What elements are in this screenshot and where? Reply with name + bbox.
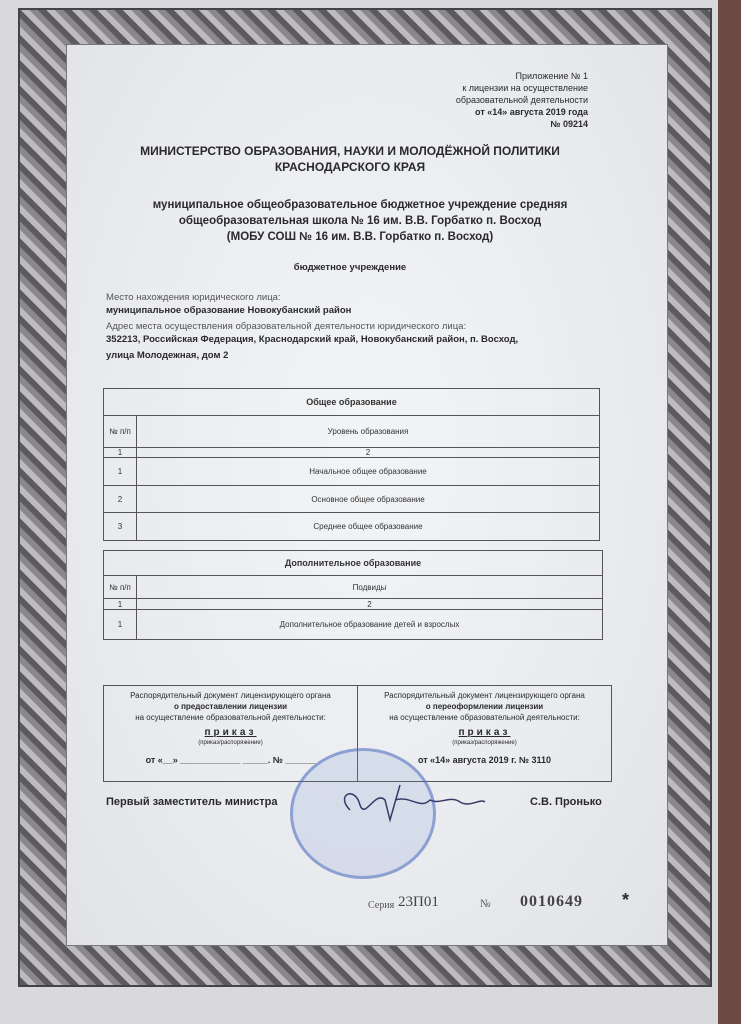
appendix-date: от «14» августа 2019 года (475, 107, 588, 117)
organization-name (100, 197, 620, 245)
org-line: общеобразовательная школа № 16 им. В.В. Горбатко п. Восход (178, 215, 542, 227)
order-subject: о предоставлении лицензии (173, 702, 288, 711)
order-label: на осуществление образовательной деятельности: (135, 713, 326, 722)
order-date: от «14» августа 2019 г. № 3110 (417, 755, 552, 765)
series-label: Серия (368, 900, 395, 911)
column-index: 1 (104, 599, 137, 610)
appendix-block (456, 70, 588, 130)
appendix-number: № 09214 (550, 119, 588, 129)
signer-name: С.В. Пронько (530, 796, 602, 808)
row-value: Дополнительное образование детей и взрослых (137, 610, 603, 640)
address-line: 352213, Российская Федерация, Краснодарский край, Новокубанский район, п. Восход, (106, 334, 519, 345)
row-value: Среднее общее образование (137, 513, 600, 541)
location-label: Место нахождения юридического лица: (106, 292, 281, 303)
column-header: № п/п (104, 576, 137, 599)
row-number: 1 (104, 458, 137, 486)
order-kind: приказ (204, 727, 257, 738)
order-label: на осуществление образовательной деятельности: (389, 713, 580, 722)
order-date: от «__» ____________ _____. № ______ (145, 755, 316, 765)
table-title: Дополнительное образование (104, 551, 603, 576)
order-hint: (приказ/распоряжение) (198, 740, 263, 746)
org-short-name: (МОБУ СОШ № 16 им. В.В. Горбатко п. Восход) (226, 231, 494, 243)
table-row (104, 458, 600, 486)
row-value: Основное общее образование (137, 486, 600, 513)
additional-education-table (103, 550, 603, 640)
address-line: улица Молодежная, дом 2 (106, 350, 229, 361)
row-value: Начальное общее образование (137, 458, 600, 486)
appendix-line: образовательной деятельности (455, 95, 588, 105)
order-label: Распорядительный документ лицензирующего органа (130, 691, 331, 700)
column-header: Подвиды (137, 576, 603, 599)
table-row (104, 610, 603, 640)
org-line: муниципальное общеобразовательное бюджетное учреждение средняя (152, 199, 568, 211)
ministry-title (100, 143, 600, 175)
column-index: 2 (137, 599, 603, 610)
row-number: 1 (104, 610, 137, 640)
row-number: 2 (104, 486, 137, 513)
general-education-table (103, 388, 600, 541)
location-value: муниципальное образование Новокубанский район (106, 305, 352, 316)
column-header: № п/п (104, 416, 137, 448)
asterisk-mark: * (622, 890, 630, 910)
number-label: № (480, 898, 491, 910)
column-index: 1 (104, 448, 137, 458)
order-hint: (приказ/распоряжение) (452, 740, 517, 746)
column-header: Уровень образования (137, 416, 600, 448)
order-subject: о переоформлении лицензии (425, 702, 544, 711)
ministry-line: КРАСНОДАРСКОГО КРАЯ (274, 160, 426, 174)
ministry-line: МИНИСТЕРСТВО ОБРАЗОВАНИЯ, НАУКИ И МОЛОДЁЖНОЙ ПОЛИТИКИ (140, 144, 560, 158)
table-title: Общее образование (104, 389, 600, 416)
series-value: 23П01 (398, 894, 439, 910)
table-row (104, 513, 600, 541)
appendix-line: Приложение № 1 (515, 71, 588, 81)
column-index: 2 (137, 448, 600, 458)
signature (330, 780, 490, 830)
row-number: 3 (104, 513, 137, 541)
serial-number: 0010649 (520, 893, 583, 910)
org-type: бюджетное учреждение (293, 262, 407, 273)
signer-position: Первый заместитель министра (106, 796, 278, 808)
order-kind: приказ (458, 727, 511, 738)
order-label: Распорядительный документ лицензирующего органа (384, 691, 585, 700)
appendix-line: к лицензии на осуществление (462, 83, 588, 93)
address-label: Адрес места осуществления образовательной деятельности юридического лица: (106, 321, 467, 332)
table-row (104, 486, 600, 513)
